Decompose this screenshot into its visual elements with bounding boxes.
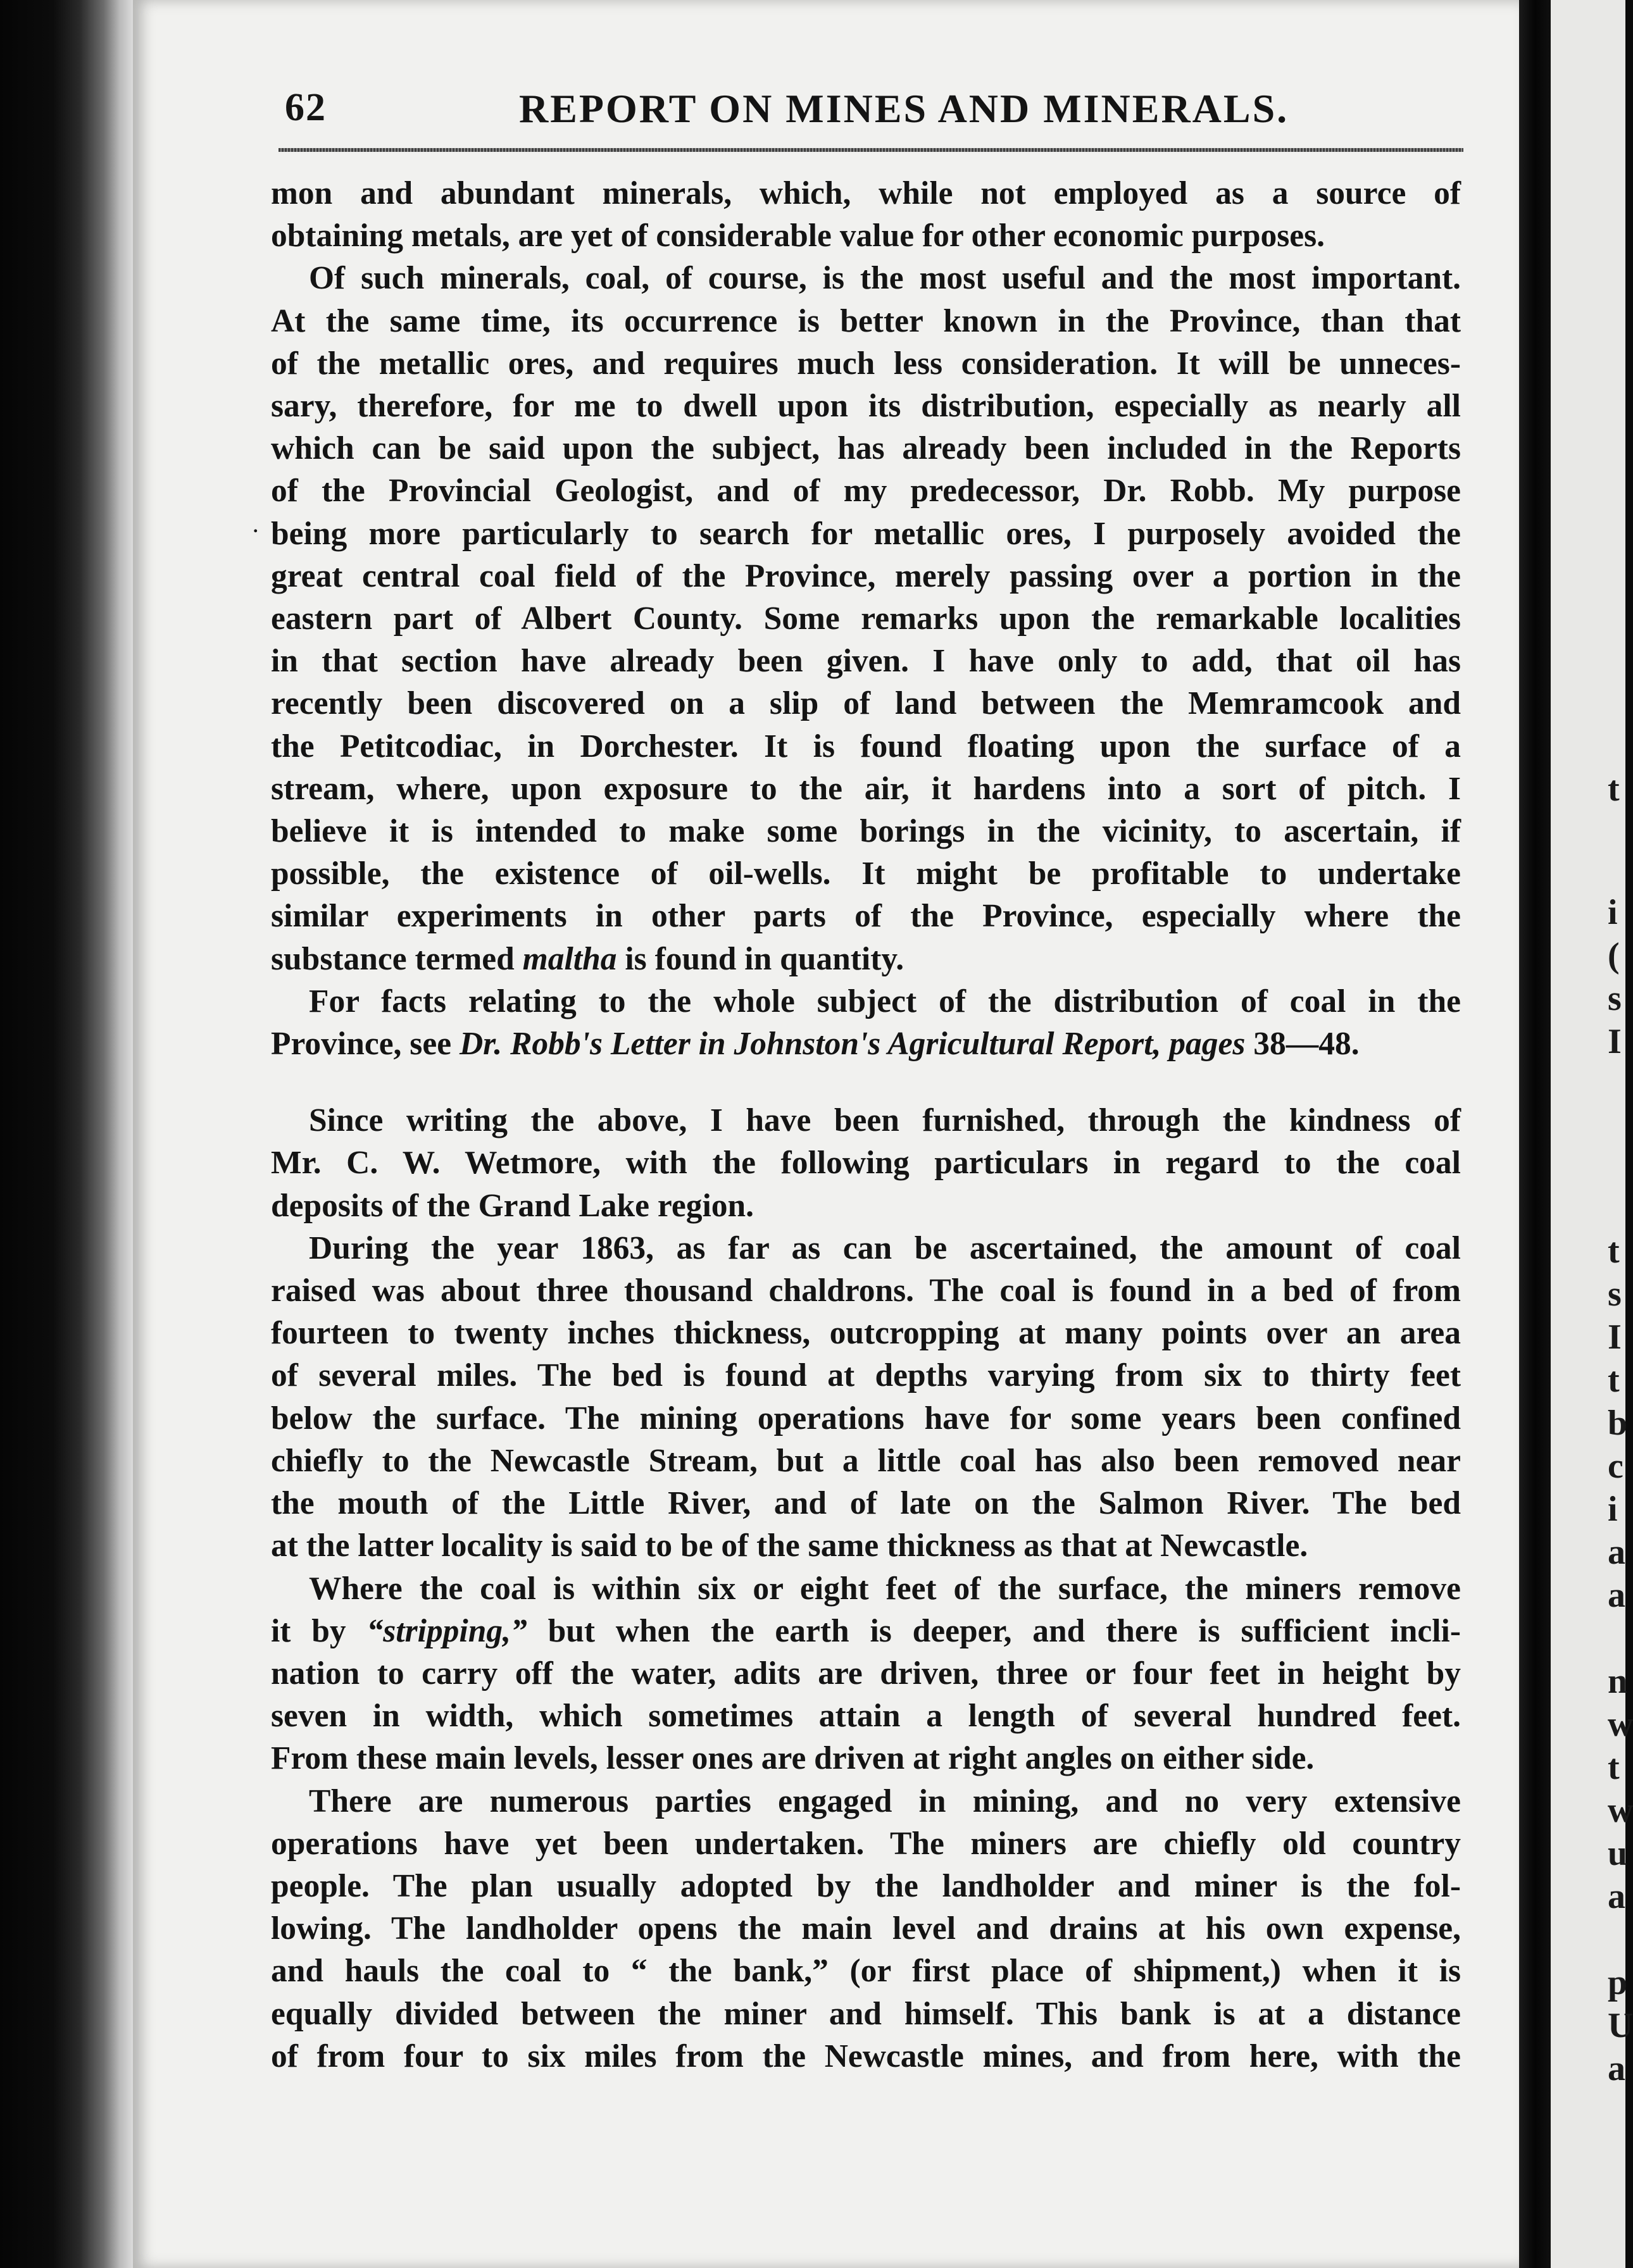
text-line: and hauls the coal to “ the bank,” (or first place of shipment,) when it is xyxy=(271,1953,1461,1990)
next-page-fragment: t xyxy=(1608,1361,1620,1400)
text-line: Since writing the above, I have been furnished, through the kindness of xyxy=(309,1102,1461,1139)
text-line: at the latter locality is said to be of the same thickness as that at Newcastle. xyxy=(271,1528,1308,1564)
next-page-fragment: i xyxy=(1608,893,1618,932)
scan-binding-edge xyxy=(0,0,133,2268)
text-line: stream, where, upon exposure to the air, it hardens into a sort of pitch. I xyxy=(271,770,1461,807)
text-line: people. The plan usually adopted by the landholder and miner is the fol- xyxy=(271,1867,1461,1904)
text-line: of the metallic ores, and requires much less consideration. It will be unneces- xyxy=(271,345,1461,382)
next-page-fragment: I xyxy=(1608,1318,1622,1357)
text-line: During the year 1863, as far as can be ascertained, the amount of coal xyxy=(309,1230,1461,1266)
text-line: sary, therefore, for me to dwell upon its distribution, especially as nearly all xyxy=(271,388,1461,425)
text-line: of the Provincial Geologist, and of my predecessor, Dr. Robb. My purpose xyxy=(271,473,1461,509)
next-page-fragment: w xyxy=(1608,1705,1633,1744)
next-page-fragments xyxy=(1608,0,1633,2268)
text-line: similar experiments in other parts of the Province, especially where the xyxy=(271,898,1461,935)
text-line: raised was about three thousand chaldrons. The coal is found in a bed of from xyxy=(271,1273,1461,1309)
next-page-fragment: t xyxy=(1608,770,1620,809)
text-line: great central coal field of the Province, merely passing over a portion in the xyxy=(271,558,1461,594)
text-line: Mr. C. W. Wetmore, with the following particulars in regard to the coal xyxy=(271,1145,1461,1181)
page-number: 62 xyxy=(285,86,327,129)
text-line: At the same time, its occurrence is better known in the Province, than that xyxy=(271,302,1461,339)
text-line: deposits of the Grand Lake region. xyxy=(271,1187,754,1224)
next-page-fragment: a xyxy=(1608,2049,1625,2088)
next-page-fragment: p xyxy=(1608,1963,1628,2002)
next-page-fragment: c xyxy=(1608,1447,1624,1486)
text-line: of several miles. The bed is found at depths varying from six to thirty feet xyxy=(271,1357,1461,1394)
text-line: chiefly to the Newcastle Stream, but a little coal has also been removed near xyxy=(271,1442,1461,1479)
next-page-fragment: n xyxy=(1608,1662,1628,1701)
text-line: Of such minerals, coal, of course, is the most useful and the most important. xyxy=(309,260,1461,297)
text-line: possible, the existence of oil-wells. It might be profitable to undertake xyxy=(271,856,1461,892)
next-page-fragment: s xyxy=(1608,979,1622,1018)
text-line: equally divided between the miner and himself. This bank is at a distance xyxy=(271,1995,1461,2032)
text-line: seven in width, which sometimes attain a length of several hundred feet. xyxy=(271,1698,1461,1735)
text-line: substance termed maltha is found in quantity. xyxy=(271,940,904,977)
text-line: it by “stripping,” but when the earth is deeper, and there is sufficient incli- xyxy=(271,1612,1461,1649)
next-page-fragment: s xyxy=(1608,1274,1622,1314)
italic-term: maltha xyxy=(522,940,617,977)
text-line: the Petitcodiac, in Dorchester. It is found floating upon the surface of a xyxy=(271,728,1461,764)
text-line: believe it is intended to make some borings in the vicinity, to ascertain, if xyxy=(271,813,1461,850)
text-line: There are numerous parties engaged in mining, and no very extensive xyxy=(309,1783,1461,1819)
next-page-fragment: U xyxy=(1608,2006,1633,2045)
header-rule xyxy=(278,148,1463,152)
text-line: in that section have already been given. I have only to add, that oil has xyxy=(271,643,1461,680)
next-page-fragment: a xyxy=(1608,1533,1625,1572)
text-line: For facts relating to the whole subject of the distribution of coal in the xyxy=(309,983,1461,1019)
text-line: the mouth of the Little River, and of late on the Salmon River. The bed xyxy=(271,1485,1461,1522)
text-line: Where the coal is within six or eight feet of the surface, the miners remove xyxy=(309,1570,1461,1607)
italic-term: “stripping,” xyxy=(366,1612,527,1649)
text-line: which can be said upon the subject, has already been included in the Reports xyxy=(271,430,1461,467)
next-page-fragment: t xyxy=(1608,1231,1620,1271)
next-page-fragment: a xyxy=(1608,1877,1625,1916)
text-line: lowing. The landholder opens the main level and drains at his own expense, xyxy=(271,1910,1461,1947)
body-text xyxy=(271,172,1461,2078)
text-line: being more particularly to search for metallic ores, I purposely avoided the xyxy=(271,515,1461,552)
next-page-fragment: I xyxy=(1608,1022,1622,1061)
text-line: operations have yet been undertaken. The miners are chiefly old country xyxy=(271,1825,1461,1862)
text-line: of from four to six miles from the Newcastle mines, and from here, with the xyxy=(271,2038,1461,2074)
page-header xyxy=(285,85,1468,136)
next-page-fragment: w xyxy=(1608,1791,1633,1830)
text-line: Province, see Dr. Robb's Letter in Johnston's Agricultural Report, pages 38—48. xyxy=(271,1026,1360,1062)
next-page-fragment: ( xyxy=(1608,936,1620,975)
text-line: mon and abundant minerals, which, while not employed as a source of xyxy=(271,175,1461,211)
paragraph-gap xyxy=(271,1065,1461,1099)
next-page-fragment: i xyxy=(1608,1490,1618,1529)
book-gutter xyxy=(1519,0,1551,2268)
text-line: nation to carry off the water, adits are driven, three or four feet in height by xyxy=(271,1655,1461,1692)
next-page-fragment: a xyxy=(1608,1576,1625,1615)
text-line: fourteen to twenty inches thickness, outcropping at many points over an area xyxy=(271,1315,1461,1352)
next-page-fragment: b xyxy=(1608,1404,1628,1443)
next-page-fragment: u xyxy=(1608,1834,1628,1873)
next-page-fragment: t xyxy=(1608,1748,1620,1787)
text-line: recently been discovered on a slip of land between the Memramcook and xyxy=(271,685,1461,722)
running-title: REPORT ON MINES AND MINERALS. xyxy=(519,86,1289,131)
text-line: From these main levels, lesser ones are driven at right angles on either side. xyxy=(271,1740,1315,1777)
stray-dot-mark: . xyxy=(253,516,258,537)
text-line: obtaining metals, are yet of considerable value for other economic purposes. xyxy=(271,218,1325,254)
text-line: below the surface. The mining operations have for some years been confined xyxy=(271,1400,1461,1436)
text-line: eastern part of Albert County. Some remarks upon the remarkable localities xyxy=(271,601,1461,637)
italic-reference: Dr. Robb's Letter in Johnston's Agricultural Report, pages xyxy=(459,1026,1246,1062)
